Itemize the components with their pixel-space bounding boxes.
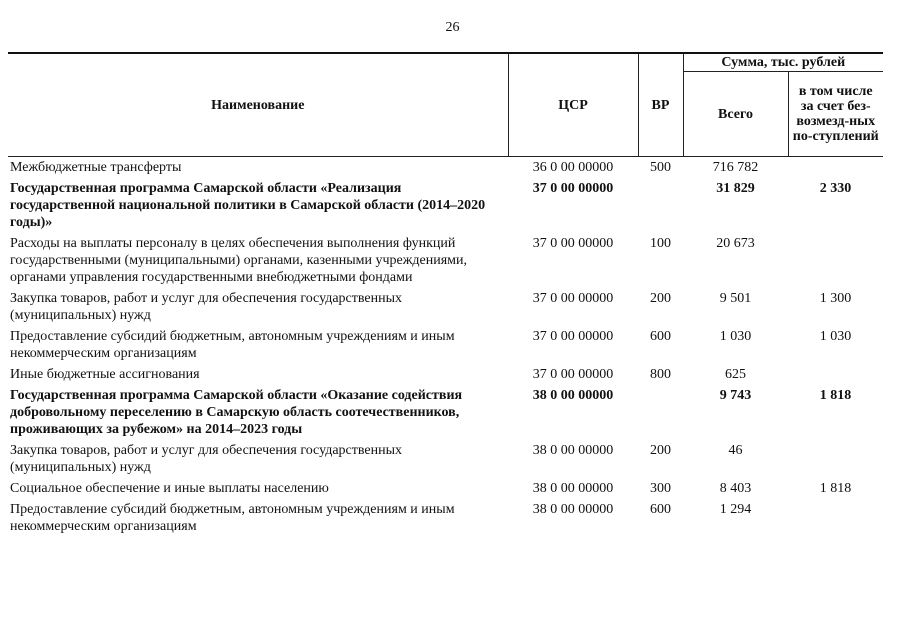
row-gratuitous	[788, 499, 883, 537]
header-name: Наименование	[8, 53, 508, 157]
row-csr: 37 0 00 00000	[532, 367, 614, 382]
row-vr	[638, 178, 683, 233]
table-row	[8, 157, 883, 179]
row-vr: 500	[650, 160, 671, 175]
row-gratuitous: 1 030	[819, 329, 852, 344]
row-gratuitous	[788, 440, 883, 478]
row-vr	[638, 385, 683, 440]
table-row	[8, 385, 883, 440]
row-gratuitous	[788, 157, 883, 179]
row-total: 1 030	[719, 329, 752, 344]
row-csr: 36 0 00 00000	[532, 160, 614, 175]
row-csr: 37 0 00 00000	[532, 329, 614, 344]
row-name: Предоставление субсидий бюджетным, автономным учреждениям и иным некоммерческим организациям	[10, 329, 455, 361]
header-total: Всего	[683, 72, 788, 157]
row-csr: 38 0 00 00000	[532, 481, 614, 496]
table-row	[8, 178, 883, 233]
row-gratuitous: 2 330	[819, 181, 852, 196]
row-vr: 100	[650, 236, 671, 251]
row-name: Закупка товаров, работ и услуг для обеспечения государственных (муниципальных) нужд	[10, 291, 403, 323]
row-total: 31 829	[716, 181, 755, 196]
row-total: 9 501	[719, 291, 752, 306]
table-row	[8, 326, 883, 364]
row-gratuitous	[788, 364, 883, 385]
row-csr: 38 0 00 00000	[532, 388, 614, 403]
table-row	[8, 233, 883, 288]
row-csr: 37 0 00 00000	[532, 181, 614, 196]
header-csr: ЦСР	[508, 53, 638, 157]
table-body	[8, 157, 883, 538]
row-name: Предоставление субсидий бюджетным, автономным учреждениям и иным некоммерческим организациям	[10, 502, 455, 534]
page-number: 26	[445, 20, 460, 35]
row-total: 625	[725, 367, 746, 382]
row-csr: 37 0 00 00000	[532, 236, 614, 251]
row-vr: 600	[650, 502, 671, 517]
table-row	[8, 288, 883, 326]
row-vr: 200	[650, 443, 671, 458]
row-vr: 200	[650, 291, 671, 306]
row-name: Государственная программа Самарской области «Оказание содействия добровольному переселению в Самарскую область соотечественников, проживающих за рубежом» на 2014–2023 годы	[10, 388, 463, 437]
table-row	[8, 499, 883, 537]
row-name: Социальное обеспечение и иные выплаты населению	[10, 481, 329, 496]
row-total: 716 782	[712, 160, 759, 175]
budget-table	[8, 52, 883, 537]
row-csr: 38 0 00 00000	[532, 443, 614, 458]
table-row	[8, 440, 883, 478]
table-row	[8, 478, 883, 499]
row-vr: 300	[650, 481, 671, 496]
header-vr: ВР	[638, 53, 683, 157]
row-gratuitous	[788, 233, 883, 288]
row-gratuitous: 1 300	[819, 291, 852, 306]
row-name: Закупка товаров, работ и услуг для обеспечения государственных (муниципальных) нужд	[10, 443, 403, 475]
row-name: Государственная программа Самарской области «Реализация государственной национальной политики в Самарской области (2014–2020 годы)»	[10, 181, 486, 230]
row-total: 46	[728, 443, 743, 458]
row-total: 20 673	[716, 236, 755, 251]
table-row	[8, 364, 883, 385]
row-gratuitous: 1 818	[819, 481, 852, 496]
row-vr: 600	[650, 329, 671, 344]
row-vr: 800	[650, 367, 671, 382]
row-total: 1 294	[719, 502, 752, 517]
row-gratuitous: 1 818	[819, 388, 852, 403]
row-csr: 38 0 00 00000	[532, 502, 614, 517]
row-name: Расходы на выплаты персоналу в целях обеспечения выполнения функций государственными (муниципальными) органами, казенными учреждениями, органами управления государственными внебюджетными фондами	[10, 236, 467, 285]
row-name: Иные бюджетные ассигнования	[10, 367, 200, 382]
row-csr: 37 0 00 00000	[532, 291, 614, 306]
row-name: Межбюджетные трансферты	[10, 160, 182, 175]
header-sum-group: Сумма, тыс. рублей	[683, 53, 883, 72]
row-total: 8 403	[719, 481, 752, 496]
header-gratuitous: в том числе за счет без-возмезд-ных по-ступлений	[788, 72, 883, 157]
row-total: 9 743	[719, 388, 752, 403]
